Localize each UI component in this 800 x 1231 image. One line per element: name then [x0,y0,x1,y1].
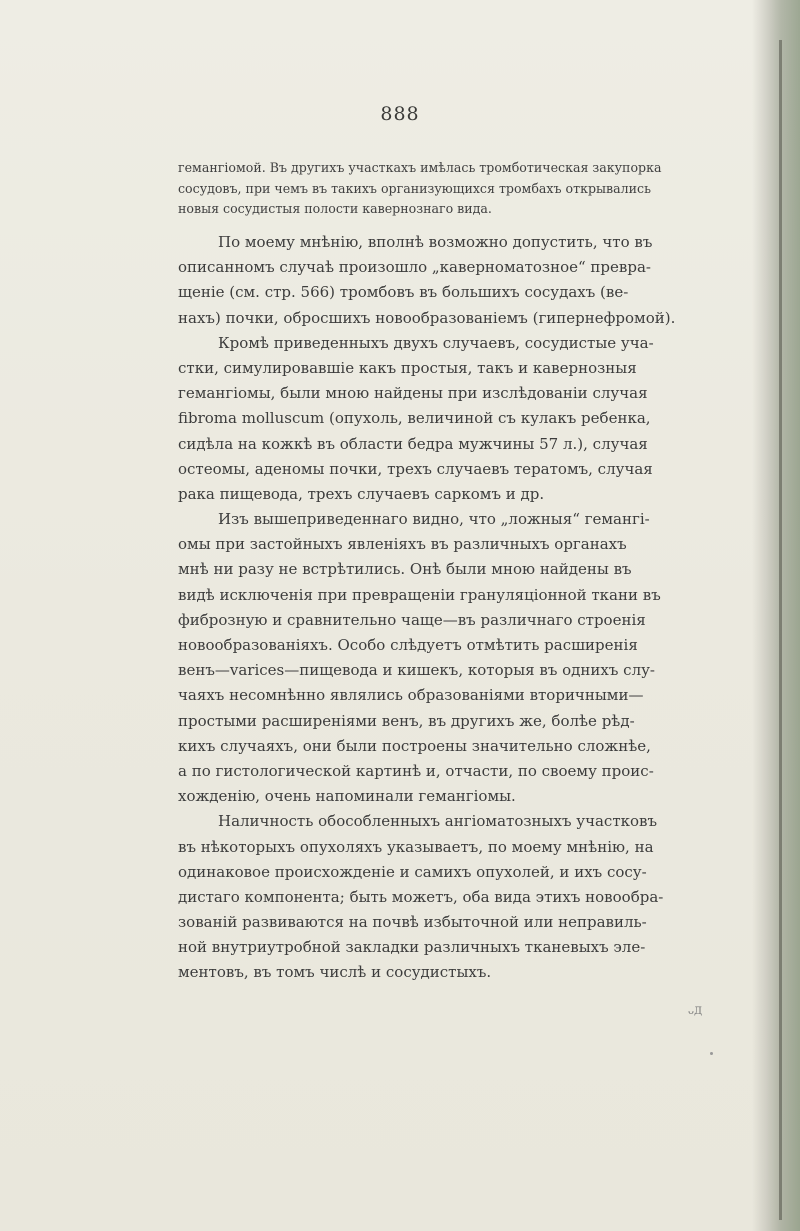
text-line: сидѣла на кожкѣ въ области бедра мужчины 57 л.), случая [178,434,648,453]
text-line: Кромѣ приведенныхъ двухъ случаевъ, сосудистые уча- [218,333,654,352]
small-print-line: новыя сосудистыя полости кавернознаго вида. [178,201,492,216]
text-line: дистаго компонента; быть можетъ, оба вида этихъ новообра- [178,887,664,906]
text-line: стки, симулировавшiе какъ простыя, такъ и кавернозныя [178,358,637,377]
text-line: остеомы, аденомы почки, трехъ случаевъ тератомъ, случая [178,459,653,478]
text-line: одинаковое происхожденiе и самихъ опухолей, и ихъ сосу- [178,862,647,881]
text-line: хожденiю, очень напоминали гемангiомы. [178,787,516,806]
text-line: чаяхъ несомнѣнно являлись образованiями вторичными— [178,686,644,705]
text-line: кихъ случаяхъ, они были построены значительно сложнѣе, [178,736,651,755]
signature-mark: ᴗД [688,1006,703,1017]
text-line: fibroma molluscum (опухоль, величиной съ кулакъ ребенка, [178,409,651,428]
text-line: описанномъ случаѣ произошло „каверноматозное“ превра- [178,258,651,277]
text-line: мнѣ ни разу не встрѣтились. Онѣ были мною найдены въ [178,560,632,579]
ink-speck [710,1052,713,1055]
text-line: зованiй развиваются на почвѣ избыточной или неправиль- [178,913,647,932]
text-line: щенiе (см. стр. 566) тромбовъ въ большихъ сосудахъ (ве- [178,283,629,302]
text-line: простыми расширенiями венъ, въ другихъ же, болѣе рѣд- [178,711,635,730]
text-line: фиброзную и сравнительно чаще—въ различнаго строенiя [178,610,646,629]
text-line: ной внутриутробной закладки различныхъ тканевыхъ эле- [178,938,646,957]
page-binding-line [779,40,782,1220]
page-number: 888 [380,103,420,125]
text-line: венъ—varices—пищевода и кишекъ, которыя въ однихъ слу- [178,661,655,680]
text-line: новообразованiяхъ. Особо слѣдуетъ отмѣтить расширенiя [178,636,638,654]
small-print-line: сосудовъ, при чемъ въ такихъ организующихся тромбахъ открывались [178,180,651,196]
text-line: ментовъ, въ томъ числѣ и сосудистыхъ. [178,963,492,982]
text-line: въ нѣкоторыхъ опухоляхъ указываетъ, по моему мнѣнiю, на [178,837,654,856]
text-line: Изъ вышеприведеннаго видно, что „ложныя“ гемангi- [218,510,650,529]
text-line: Наличность обособленныхъ ангiоматозныхъ участковъ [218,812,658,831]
page-edge-shadow [752,0,800,1231]
text-line: рака пищевода, трехъ случаевъ саркомъ и др. [178,484,545,503]
text-line: омы при застойныхъ явленiяхъ въ различныхъ органахъ [178,535,627,554]
small-print-line: гемангiомой. Въ другихъ участкахъ имѣлась тромботическая закупорка [178,160,662,175]
text-line: По моему мнѣнiю, вполнѣ возможно допустить, что въ [218,233,653,251]
text-line: нахъ) почки, обросшихъ новообразованiемъ (гипернефромой). [178,308,676,327]
body-text [178,230,738,986]
small-print-paragraph [178,158,738,220]
text-line: видѣ исключенiя при превращенiи грануляцiонной ткани въ [178,585,661,604]
text-line: а по гистологической картинѣ и, отчасти, по своему проис- [178,761,654,780]
text-line: гемангiомы, были мною найдены при изслѣдованiи случая [178,384,648,403]
